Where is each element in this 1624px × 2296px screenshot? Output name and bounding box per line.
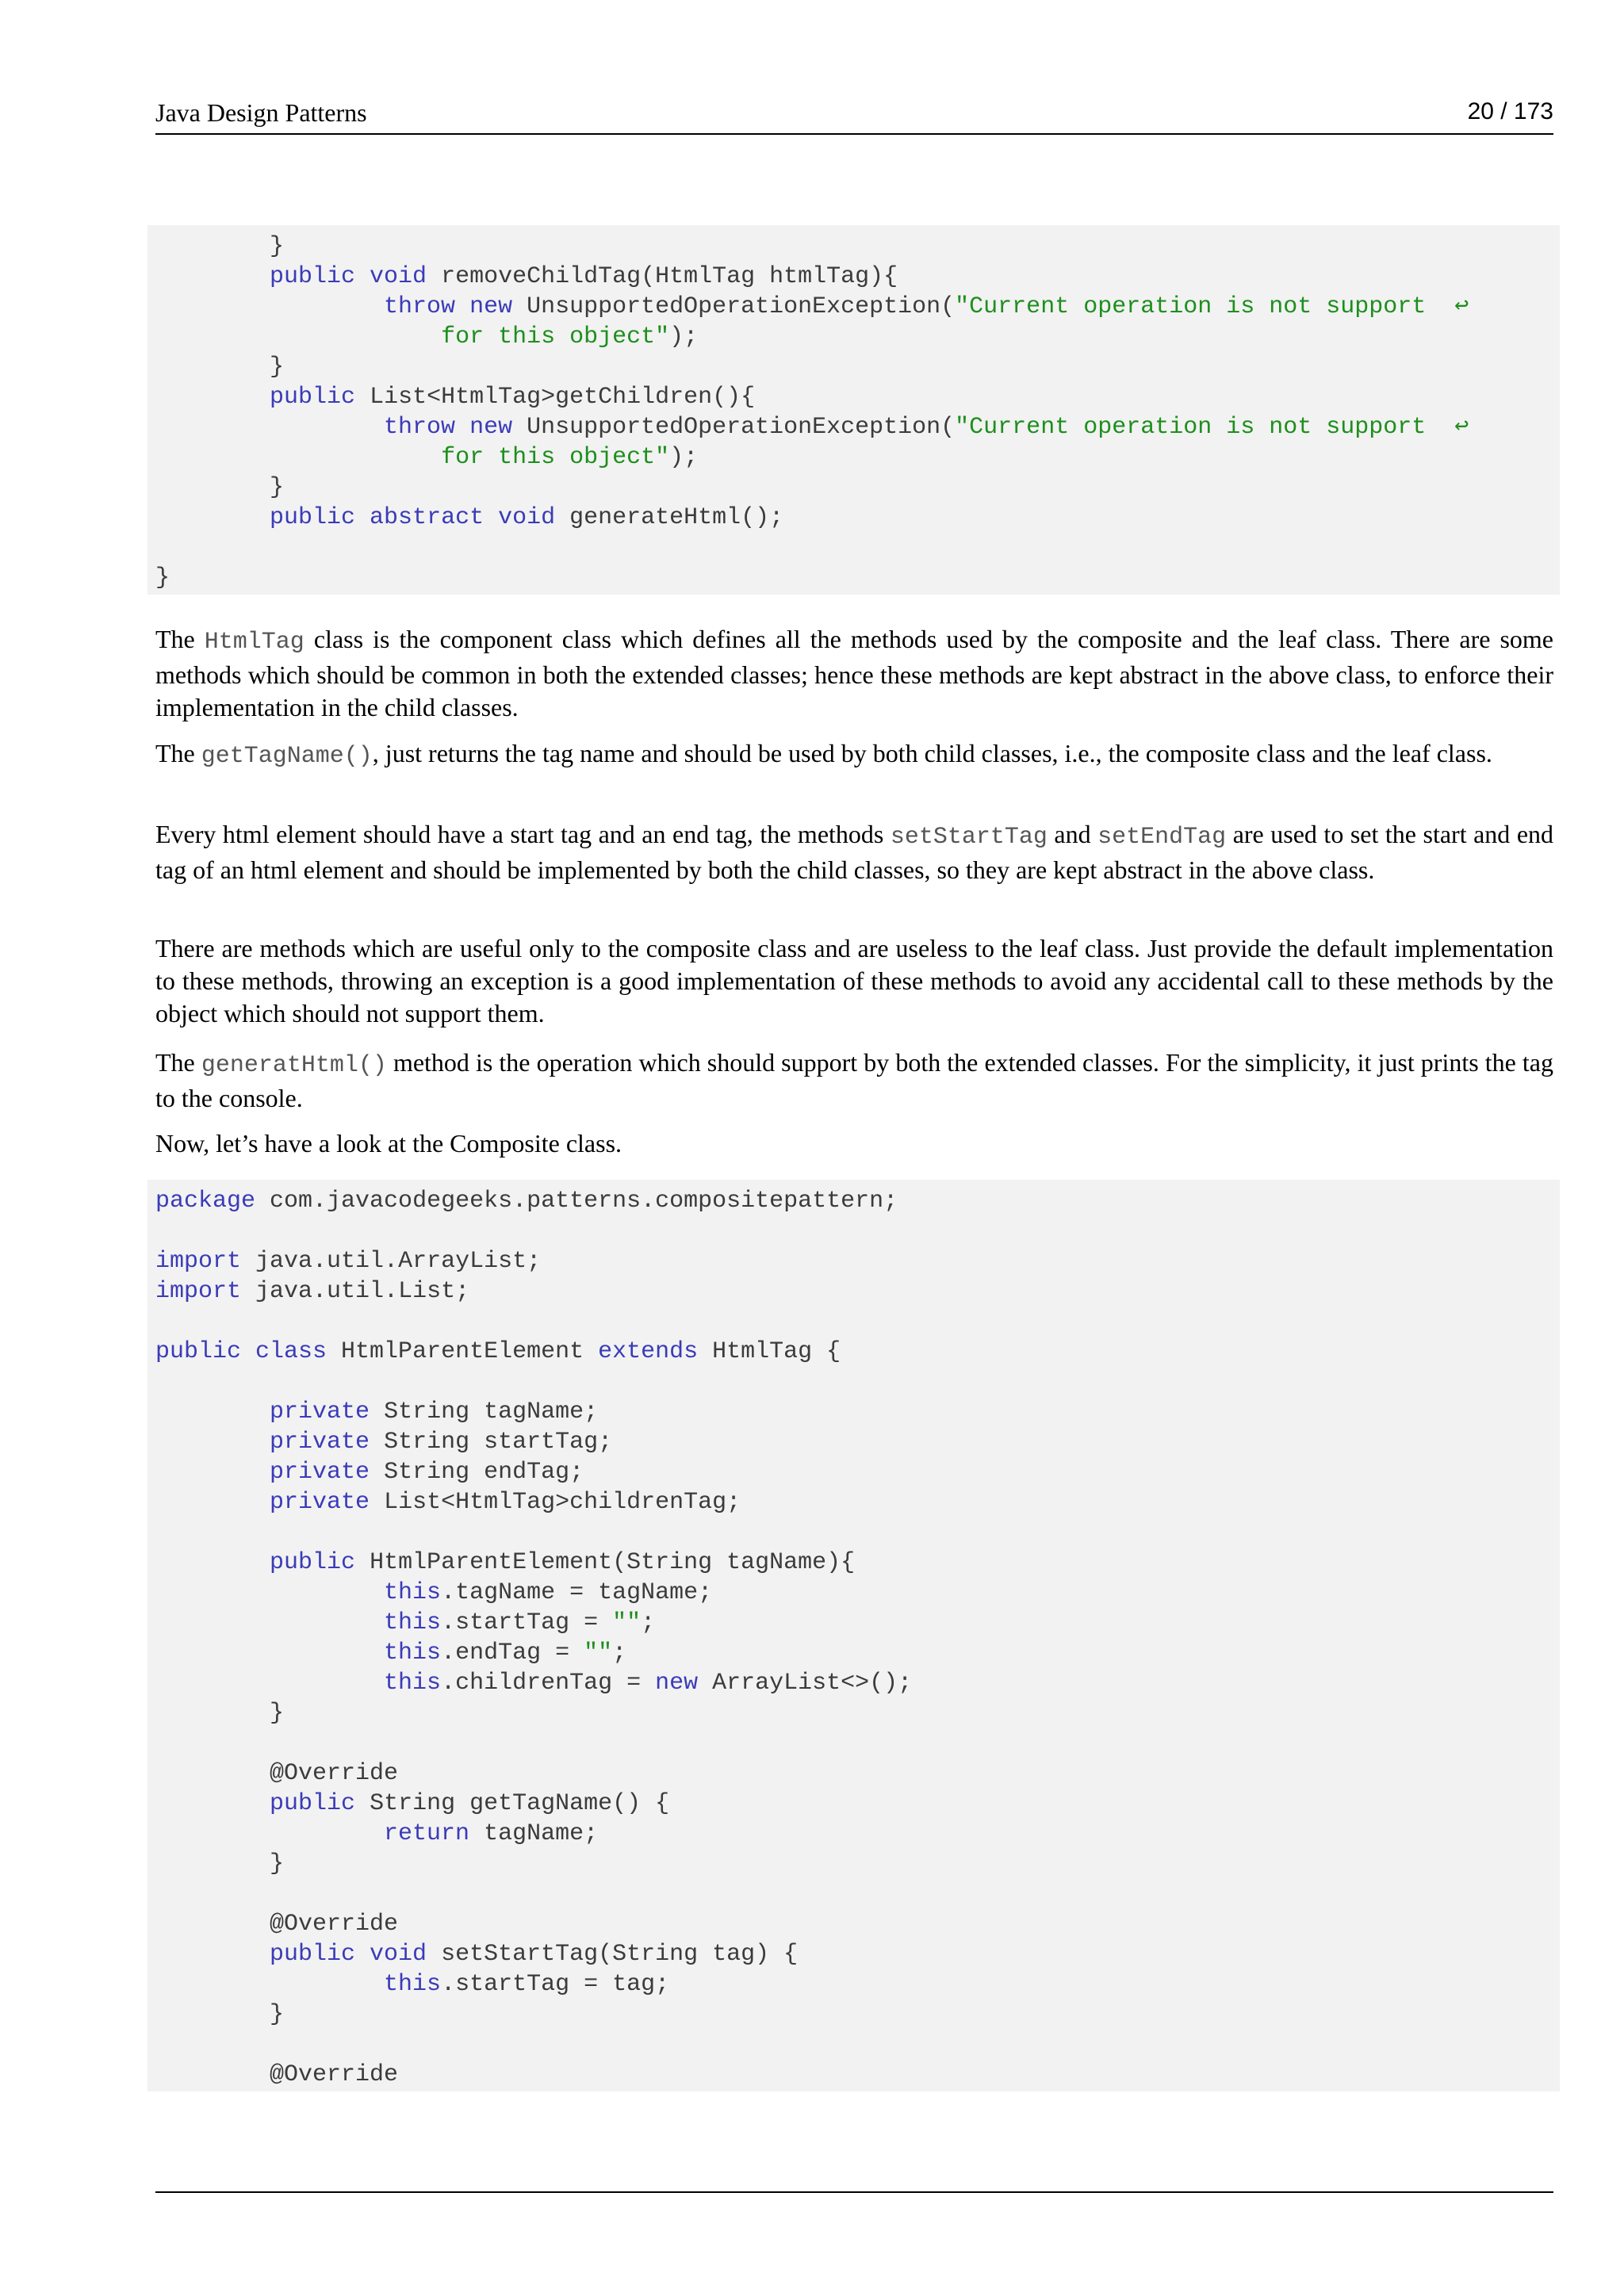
code-token: java.util.ArrayList; bbox=[241, 1248, 542, 1275]
paragraph-text: The bbox=[155, 739, 201, 767]
header-divider bbox=[155, 133, 1553, 135]
code-line bbox=[155, 1728, 1552, 1758]
paragraph-text: and bbox=[1047, 820, 1098, 848]
code-token: for this object" bbox=[441, 444, 670, 471]
code-token: package bbox=[155, 1188, 256, 1215]
code-line bbox=[155, 1819, 1552, 1849]
code-token: @Override bbox=[155, 1911, 399, 1938]
code-token: public void bbox=[270, 1941, 427, 1968]
code-token: throw new bbox=[384, 293, 513, 320]
code-token: removeChildTag(HtmlTag htmlTag){ bbox=[427, 263, 898, 290]
inline-code: getTagName() bbox=[201, 743, 373, 770]
code-token bbox=[155, 1549, 270, 1576]
code-token: this bbox=[384, 1971, 442, 1998]
code-line bbox=[155, 1758, 1552, 1789]
paragraph-text: Now, let’s have a look at the Composite class. bbox=[155, 1129, 622, 1158]
code-token: public abstract void bbox=[270, 504, 556, 531]
code-token: List<HtmlTag>getChildren(){ bbox=[355, 384, 756, 411]
code-token: extends bbox=[598, 1338, 699, 1365]
code-line bbox=[155, 1307, 1552, 1337]
code-token: throw new bbox=[384, 414, 513, 441]
code-token: .endTag = bbox=[441, 1640, 584, 1667]
code-token bbox=[155, 293, 384, 320]
code-token: "Current operation is not support bbox=[955, 414, 1427, 441]
code-line bbox=[155, 1186, 1552, 1216]
code-token: } bbox=[155, 1850, 285, 1877]
code-token: new bbox=[655, 1670, 699, 1697]
code-token bbox=[155, 1790, 270, 1817]
code-token bbox=[155, 1489, 270, 1516]
code-line bbox=[155, 1849, 1552, 1879]
code-token bbox=[155, 1429, 270, 1456]
paragraph-generathtml bbox=[155, 1047, 1553, 1115]
code-line bbox=[155, 1548, 1552, 1578]
code-line bbox=[155, 1999, 1552, 2030]
code-token: ; bbox=[641, 1609, 656, 1636]
code-line bbox=[155, 262, 1552, 292]
code-line bbox=[155, 1668, 1552, 1698]
code-token: } bbox=[155, 1700, 285, 1727]
code-token: @Override bbox=[155, 2061, 399, 2088]
code-token: import bbox=[155, 1278, 242, 1305]
code-line bbox=[155, 503, 1552, 533]
code-token bbox=[155, 1459, 270, 1486]
code-token: List<HtmlTag>childrenTag; bbox=[370, 1489, 741, 1516]
code-token: this bbox=[384, 1640, 442, 1667]
code-token bbox=[155, 1670, 384, 1697]
code-line bbox=[155, 1909, 1552, 1939]
code-token: public bbox=[270, 384, 356, 411]
code-token: } bbox=[155, 474, 285, 501]
code-line bbox=[155, 442, 1552, 473]
code-line bbox=[155, 1457, 1552, 1487]
code-token: ArrayList<>(); bbox=[698, 1670, 913, 1697]
code-token: tagName; bbox=[469, 1820, 599, 1847]
page-header bbox=[155, 98, 1553, 133]
code-token bbox=[155, 1579, 384, 1606]
code-token: private bbox=[270, 1429, 370, 1456]
code-line bbox=[155, 2030, 1552, 2060]
code-block-html-parent-element bbox=[147, 1180, 1560, 2091]
code-token: String endTag; bbox=[370, 1459, 584, 1486]
code-token: setStartTag(String tag) { bbox=[427, 1941, 799, 1968]
code-line bbox=[155, 1789, 1552, 1819]
code-token: UnsupportedOperationException( bbox=[512, 414, 956, 441]
code-token: String getTagName() { bbox=[355, 1790, 670, 1817]
code-line bbox=[155, 382, 1552, 412]
code-token: public void bbox=[270, 263, 427, 290]
code-token bbox=[155, 263, 270, 290]
paragraph-text: Every html element should have a start tag and an end tag, the methods bbox=[155, 820, 891, 848]
document-title: Java Design Patterns bbox=[155, 98, 367, 127]
code-line bbox=[155, 1698, 1552, 1728]
code-line bbox=[155, 2060, 1552, 2090]
code-line bbox=[155, 1246, 1552, 1276]
code-line bbox=[155, 352, 1552, 382]
code-token: generateHtml(); bbox=[555, 504, 784, 531]
code-line bbox=[155, 1427, 1552, 1457]
inline-code: setEndTag bbox=[1097, 824, 1227, 851]
paragraph-text: , just returns the tag name and should be used by both child classes, i.e., the composite class and the leaf class. bbox=[372, 739, 1492, 767]
code-line bbox=[155, 1638, 1552, 1668]
code-token: UnsupportedOperationException( bbox=[512, 293, 956, 320]
code-token bbox=[155, 1941, 270, 1968]
code-line bbox=[155, 1517, 1552, 1548]
code-line bbox=[155, 1397, 1552, 1427]
footer-divider bbox=[155, 2191, 1553, 2193]
code-token: "Current operation is not support bbox=[955, 293, 1427, 320]
code-token: private bbox=[270, 1399, 370, 1425]
paragraph-text: method is the operation which should support by both the extended classes. For the simplicity, it just prints the tag to the console. bbox=[155, 1048, 1554, 1112]
paragraph-text: The bbox=[155, 1048, 201, 1077]
code-token: "" bbox=[584, 1640, 613, 1667]
code-token bbox=[155, 414, 384, 441]
code-line bbox=[155, 232, 1552, 262]
code-token: .tagName = tagName; bbox=[441, 1579, 713, 1606]
code-line bbox=[155, 1276, 1552, 1307]
code-line bbox=[155, 1216, 1552, 1246]
code-line bbox=[155, 563, 1552, 593]
code-token bbox=[155, 1399, 270, 1425]
code-line bbox=[155, 292, 1552, 322]
code-token: for this object" bbox=[441, 323, 670, 350]
code-token bbox=[155, 323, 441, 350]
code-token: .startTag = tag; bbox=[441, 1971, 670, 1998]
code-token bbox=[155, 1640, 384, 1667]
line-continuation-arrow-icon: ↩ bbox=[1426, 414, 1469, 441]
paragraph-text: class is the component class which defines all the methods used by the composite and the leaf class. There are some methods which should be common in both the extended classes; hence these methods are kept abstract in the above class, to enforce their implementation in the child classes. bbox=[155, 625, 1553, 721]
code-token: private bbox=[270, 1459, 370, 1486]
code-token: com.javacodegeeks.patterns.compositepattern; bbox=[255, 1188, 898, 1215]
code-token: ); bbox=[669, 323, 699, 350]
inline-code: HtmlTag bbox=[204, 629, 304, 656]
code-line bbox=[155, 1879, 1552, 1909]
code-token: } bbox=[155, 564, 170, 591]
code-token: ); bbox=[669, 444, 699, 471]
code-token: "" bbox=[612, 1609, 642, 1636]
code-line bbox=[155, 1608, 1552, 1638]
code-token bbox=[155, 444, 441, 471]
paragraph-start-end-tag bbox=[155, 818, 1553, 886]
code-line bbox=[155, 533, 1552, 563]
code-token bbox=[155, 384, 270, 411]
code-token: this bbox=[384, 1579, 442, 1606]
code-token: public bbox=[270, 1549, 356, 1576]
code-token bbox=[155, 1971, 384, 1998]
code-line bbox=[155, 322, 1552, 352]
code-token: String tagName; bbox=[370, 1399, 599, 1425]
code-token: } bbox=[155, 354, 285, 381]
code-token: import bbox=[155, 1248, 242, 1275]
code-token: @Override bbox=[155, 1760, 399, 1787]
code-line bbox=[155, 1939, 1552, 1969]
code-token: return bbox=[384, 1820, 470, 1847]
code-token: } bbox=[155, 233, 285, 260]
code-token bbox=[155, 1820, 384, 1847]
code-token: this bbox=[384, 1609, 442, 1636]
code-token bbox=[155, 1609, 384, 1636]
paragraph-composite-methods bbox=[155, 932, 1553, 1030]
code-token: java.util.List; bbox=[241, 1278, 470, 1305]
paragraph-text: are used to set the start and end tag of an html element and should be implemented by both the child classes, so they are kept abstract in the above class. bbox=[155, 820, 1554, 884]
paragraph-composite-intro bbox=[155, 1127, 1553, 1160]
code-token: HtmlParentElement(String tagName){ bbox=[355, 1549, 856, 1576]
paragraph-text: There are methods which are useful only to the composite class and are useless to the leaf class. Just provide the default implementation to these methods, throwing an exception is a good implementation of these methods to avoid any accidental call to these methods by the object which should not support them. bbox=[155, 934, 1553, 1027]
code-line bbox=[155, 1337, 1552, 1367]
page-number: 20 / 173 bbox=[1467, 98, 1553, 124]
code-token: this bbox=[384, 1670, 442, 1697]
code-token: HtmlTag { bbox=[698, 1338, 841, 1365]
paragraph-gettagname bbox=[155, 737, 1553, 773]
code-line bbox=[155, 1487, 1552, 1517]
code-token: public class bbox=[155, 1338, 327, 1365]
code-line bbox=[155, 412, 1552, 442]
code-line bbox=[155, 1969, 1552, 1999]
code-token: public bbox=[270, 1790, 356, 1817]
inline-code: generatHtml() bbox=[201, 1052, 387, 1079]
paragraph-text: The bbox=[155, 625, 205, 653]
code-token: } bbox=[155, 2001, 285, 2028]
code-token: .startTag = bbox=[441, 1609, 613, 1636]
code-token: ; bbox=[612, 1640, 627, 1667]
code-token: HtmlParentElement bbox=[327, 1338, 599, 1365]
code-line bbox=[155, 473, 1552, 503]
code-token: String startTag; bbox=[370, 1429, 613, 1456]
line-continuation-arrow-icon: ↩ bbox=[1426, 293, 1469, 320]
paragraph-htmltag-class bbox=[155, 623, 1553, 724]
code-token: .childrenTag = bbox=[441, 1670, 656, 1697]
code-token bbox=[155, 504, 270, 531]
code-line bbox=[155, 1578, 1552, 1608]
inline-code: setStartTag bbox=[890, 824, 1048, 851]
code-token: private bbox=[270, 1489, 370, 1516]
code-line bbox=[155, 1367, 1552, 1397]
code-block-html-tag bbox=[147, 225, 1560, 595]
